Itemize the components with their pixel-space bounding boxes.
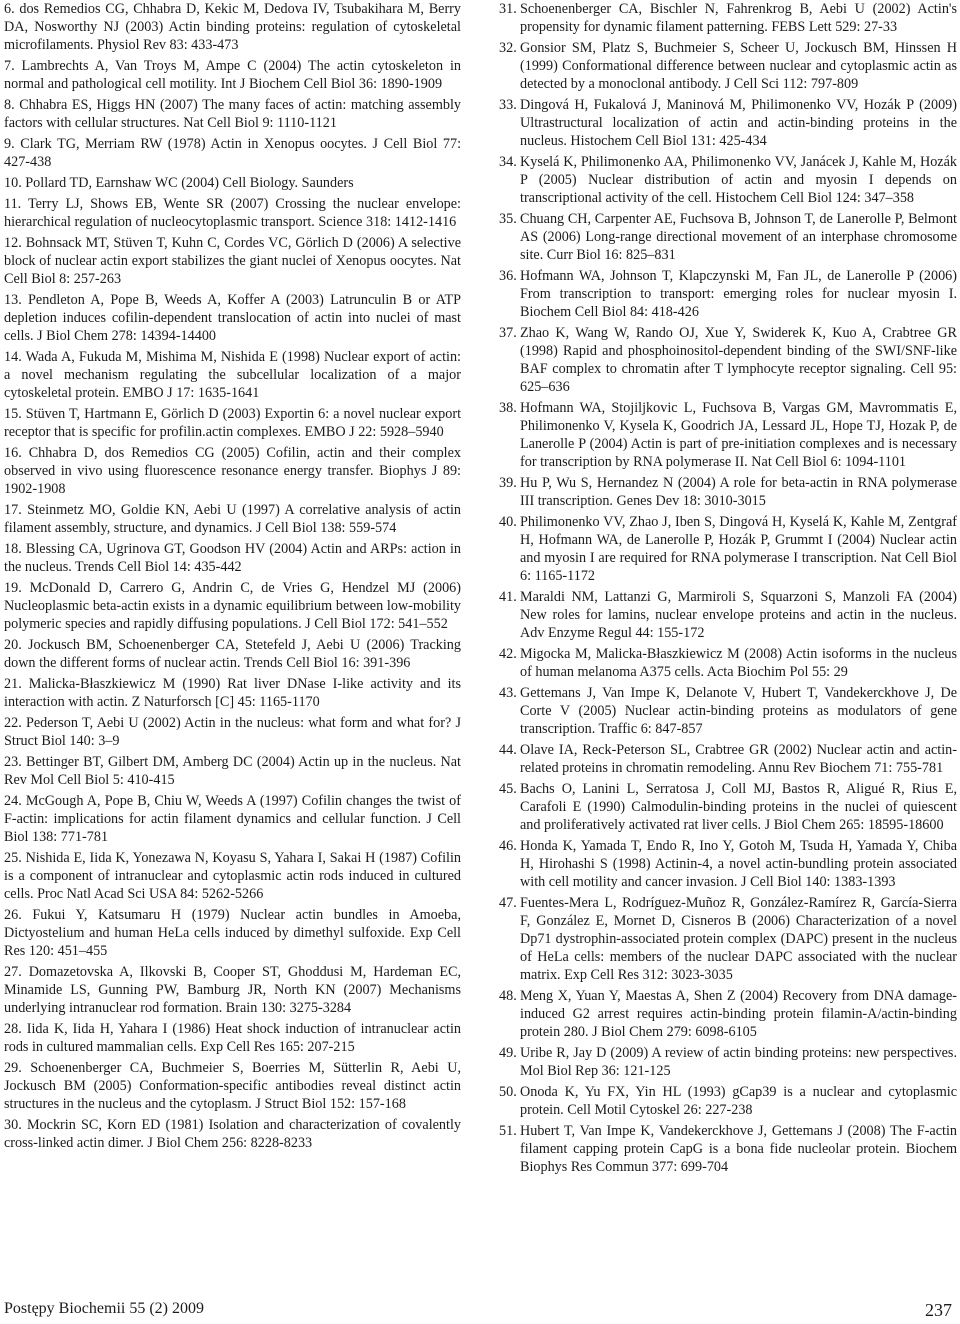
- reference-number: 44.: [499, 742, 517, 758]
- reference-item: [499, 645, 957, 681]
- reference-text: Gonsior SM, Platz S, Buchmeier S, Scheer U, Jockusch BM, Hinssen H (1999) Conformational difference between nuclear and cytoplasmic actin as detected by a monoclonal antibody. J Cell Sci 112: 797-809: [520, 40, 957, 92]
- footer-journal-citation: Postępy Biochemii 55 (2) 2009: [4, 1300, 204, 1317]
- reference-item: [499, 588, 957, 642]
- reference-text: Schoenenberger CA, Bischler N, Fahrenkrog B, Aebi U (2002) Actin's propensity for dynamic filament patterning. FEBS Lett 529: 27-33: [520, 1, 957, 35]
- reference-list-left: [4, 57, 461, 1152]
- reference-number: 50.: [499, 1084, 517, 1100]
- reference-item: [4, 675, 461, 711]
- reference-number: 16.: [4, 445, 22, 461]
- reference-text: Fukui Y, Katsumaru H (1979) Nuclear actin bundles in Amoeba, Dictyostelium and human HeLa cells induced by dimethyl sulfoxide. Exp Cell Res 120: 451–455: [4, 907, 461, 959]
- reference-item: [499, 741, 957, 777]
- reference-item: [499, 894, 957, 984]
- reference-text: Philimonenko VV, Zhao J, Iben S, Dingová H, Kyselá K, Kahle M, Zentgraf H, Hofmann WA, de Lanerolle P, Hozák P, Grummt I (2004) Nuclear actin and myosin I are required for RNA polymerase I transcription. Nat Cell Biol 6: 1165-1172: [520, 514, 957, 584]
- reference-number: 36.: [499, 268, 517, 284]
- reference-item: [499, 1083, 957, 1119]
- reference-text: Malicka-Błaszkiewicz M (1990) Rat liver DNase I-like activity and its interaction with actin. Z Naturforsch [C] 45: 1165-1170: [4, 676, 461, 710]
- reference-number: 31.: [499, 1, 517, 17]
- reference-item: [4, 291, 461, 345]
- reference-item: [499, 153, 957, 207]
- reference-list-right: [499, 0, 957, 1176]
- reference-text: McGough A, Pope B, Chiu W, Weeds A (1997) Cofilin changes the twist of F-actin: implications for actin filament dynamics and cellular function. J Cell Biol 138: 771-781: [4, 793, 462, 845]
- reference-number: 47.: [499, 895, 517, 911]
- reference-item: [499, 1044, 957, 1080]
- reference-item: [499, 837, 957, 891]
- reference-number: 12.: [4, 235, 22, 251]
- reference-text: Migocka M, Malicka-Błaszkiewicz M (2008) Actin isoforms in the nucleus of human melanoma A375 cells. Acta Biochim Pol 55: 29: [520, 646, 957, 680]
- reference-text: Meng X, Yuan Y, Maestas A, Shen Z (2004) Recovery from DNA damage-induced G2 arrest requires actin-binding protein filamin-A/actin-binding protein 280. J Biol Chem 279: 6098-6105: [520, 988, 957, 1040]
- reference-text: Nishida E, Iida K, Yonezawa N, Koyasu S, Yahara I, Sakai H (1987) Cofilin is a component of intranuclear and cytoplasmic actin rods induced in cultured cells. Proc Natl Acad Sci USA 84: 5262-5266: [4, 850, 462, 902]
- reference-item: [499, 684, 957, 738]
- reference-number: 40.: [499, 514, 517, 530]
- reference-number: 13.: [4, 292, 22, 308]
- reference-number: 46.: [499, 838, 517, 854]
- reference-text: Gettemans J, Van Impe K, Delanote V, Hubert T, Vandekerckhove J, De Corte V (2005) Nuclear actin-binding proteins as modulators of gene transcription. Traffic 6: 847-857: [520, 685, 957, 737]
- reference-item: [499, 513, 957, 585]
- reference-number: 14.: [4, 349, 22, 365]
- reference-number: 10.: [4, 175, 22, 191]
- reference-number: 33.: [499, 97, 517, 113]
- reference-item: [4, 348, 461, 402]
- reference-number: 17.: [4, 502, 22, 518]
- reference-text: Olave IA, Reck-Peterson SL, Crabtree GR (2002) Nuclear actin and actin-related proteins in chromatin remodeling. Annu Rev Biochem 71: 755-781: [520, 742, 957, 776]
- reference-number: 15.: [4, 406, 22, 422]
- reference-item: [499, 324, 957, 396]
- reference-item: [4, 1059, 461, 1113]
- reference-text: Pederson T, Aebi U (2002) Actin in the nucleus: what form and what for? J Struct Biol 140: 3–9: [4, 715, 461, 749]
- reference-number: 45.: [499, 781, 517, 797]
- reference-text: Pendleton A, Pope B, Weeds A, Koffer A (2003) Latrunculin B or ATP depletion induces cofilin-dependent translocation of actin into nuclei of mast cells. J Biol Chem 278: 14394-14400: [4, 292, 462, 344]
- reference-item: [4, 135, 461, 171]
- reference-text: Onoda K, Yu FX, Yin HL (1993) gCap39 is a nuclear and cytoplasmic protein. Cell Motil Cytoskel 26: 227-238: [520, 1084, 957, 1118]
- reference-number: 18.: [4, 541, 22, 557]
- reference-text: Chhabra ES, Higgs HN (2007) The many faces of actin: matching assembly factors with cellular structures. Nat Cell Biol 9: 1110-1121: [4, 97, 462, 131]
- reference-text: Blessing CA, Ugrinova GT, Goodson HV (2004) Actin and ARPs: action in the nucleus. Trends Cell Biol 14: 435-442: [4, 541, 461, 575]
- reference-item: [4, 405, 461, 441]
- reference-6: 6. dos Remedios CG, Chhabra D, Kekic M, Dedova IV, Tsubakihara M, Berry DA, Nosworthy NJ (2003) Actin binding proteins: regulation of cytoskeletal microfilaments. Physiol Rev 83: 433-473: [4, 1, 461, 53]
- reference-number: 35.: [499, 211, 517, 227]
- reference-item: [4, 234, 461, 288]
- reference-item: [4, 444, 461, 498]
- reference-item: [4, 195, 461, 231]
- page-number: 237: [925, 1300, 952, 1320]
- reference-number: 27.: [4, 964, 22, 980]
- reference-number: 34.: [499, 154, 517, 170]
- reference-number: 21.: [4, 676, 22, 692]
- reference-number: 41.: [499, 589, 517, 605]
- reference-item: [499, 780, 957, 834]
- reference-number: 23.: [4, 754, 22, 770]
- reference-item: [499, 987, 957, 1041]
- reference-number: 48.: [499, 988, 517, 1004]
- reference-item: [499, 39, 957, 93]
- reference-number: 9.: [4, 136, 15, 152]
- reference-item: [4, 849, 461, 903]
- reference-text: Mockrin SC, Korn ED (1981) Isolation and characterization of covalently cross-linked actin dimer. J Biol Chem 256: 8228-8233: [4, 1117, 461, 1151]
- reference-number: 42.: [499, 646, 517, 662]
- reference-text: Iida K, Iida H, Yahara I (1986) Heat shock induction of intranuclear actin rods in cultured mammalian cells. Exp Cell Res 165: 207-215: [4, 1021, 461, 1055]
- left-column: [4, 0, 461, 1155]
- reference-item: [4, 174, 461, 192]
- reference-text: Jockusch BM, Schoenenberger CA, Stetefeld J, Aebi U (2006) Tracking down the different forms of nuclear actin. Trends Cell Biol 16: 391-396: [4, 637, 461, 671]
- reference-text: Wada A, Fukuda M, Mishima M, Nishida E (1998) Nuclear export of actin: a novel mechanism regulating the subcellular localization of a major cytoskeletal protein. EMBO J 17: 1635-1641: [4, 349, 461, 401]
- reference-text: Pollard TD, Earnshaw WC (2004) Cell Biology. Saunders: [25, 175, 354, 191]
- reference-number: 19.: [4, 580, 22, 596]
- reference-text: Domazetovska A, Ilkovski B, Cooper ST, Ghoddusi M, Hardeman EC, Minamide LS, Gunning PW, Bamburg JR, North KN (2007) Mechanisms underlying intranuclear rod formation. Brain 130: 3275-3284: [4, 964, 461, 1016]
- reference-text: Bachs O, Lanini L, Serratosa J, Coll MJ, Bastos R, Aligué R, Rius E, Carafoli E (1990) Calmodulin-binding proteins in the nuclei of quiescent and proliferatively activated rat liver cells. J Biol Chem 265: 18595-18600: [520, 781, 957, 833]
- reference-text: Clark TG, Merriam RW (1978) Actin in Xenopus oocytes. J Cell Biol 77: 427-438: [4, 136, 462, 170]
- reference-text: Lambrechts A, Van Troys M, Ampe C (2004) The actin cytoskeleton in normal and pathological cell motility. Int J Biochem Cell Biol 36: 1890-1909: [4, 58, 461, 92]
- reference-item: [4, 963, 461, 1017]
- reference-item: [4, 579, 461, 633]
- reference-item: [4, 1116, 461, 1152]
- reference-item: [4, 1020, 461, 1056]
- reference-number: 49.: [499, 1045, 517, 1061]
- reference-item: [4, 753, 461, 789]
- reference-item: [4, 540, 461, 576]
- reference-number: 30.: [4, 1117, 22, 1133]
- reference-number: 24.: [4, 793, 22, 809]
- reference-text: Maraldi NM, Lattanzi G, Marmiroli S, Squarzoni S, Manzoli FA (2004) New roles for lamins, nuclear envelope proteins and actin in the nucleus. Adv Enzyme Regul 44: 155-172: [520, 589, 957, 641]
- reference-text: Dingová H, Fukalová J, Maninová M, Philimonenko VV, Hozák P (2009) Ultrastructural localization of actin and actin-binding proteins in the nucleus. Histochem Cell Biol 131: 425-434: [520, 97, 957, 149]
- reference-text: Bettinger BT, Gilbert DM, Amberg DC (2004) Actin up in the nucleus. Nat Rev Mol Cell Biol 5: 410-415: [4, 754, 462, 788]
- reference-text: Hubert T, Van Impe K, Vandekerckhove J, Gettemans J (2008) The F-actin filament capping protein CapG is a bona fide nucleolar protein. Biochem Biophys Res Commun 377: 699-704: [520, 1123, 957, 1175]
- reference-text: Fuentes-Mera L, Rodríguez-Muñoz R, González-Ramírez R, García-Sierra F, González E, Mornet D, Cisneros B (2006) Characterization of a novel Dp71 dystrophin-associated protein complex (DAPC) present in the nucleus of HeLa cells: members of the nuclear DAPC associated with the nuclear matrix. Exp Cell Res 312: 3023-3035: [520, 895, 957, 983]
- reference-item: [4, 792, 461, 846]
- reference-text: Uribe R, Jay D (2009) A review of actin binding proteins: new perspectives. Mol Biol Rep 36: 121-125: [520, 1045, 957, 1079]
- reference-text: Honda K, Yamada T, Endo R, Ino Y, Gotoh M, Tsuda H, Yamada Y, Chiba H, Hirohashi S (1998) Actinin-4, a novel actin-bundling protein associated with cell motility and cancer invasion. J Cell Biol 140: 1383-1393: [520, 838, 957, 890]
- reference-text: Schoenenberger CA, Buchmeier S, Boerries M, Sütterlin R, Aebi U, Jockusch BM (2005) Conformation-specific antibodies reveal distinct actin structures in the nucleus and the cytoplasm. J Struct Biol 152: 157-168: [4, 1060, 461, 1112]
- reference-item: [4, 906, 461, 960]
- reference-number: 22.: [4, 715, 22, 731]
- reference-item: [499, 267, 957, 321]
- right-column: [499, 0, 957, 1179]
- reference-text: Steinmetz MO, Goldie KN, Aebi U (1997) A correlative analysis of actin filament assembly, structure, and dynamics. J Cell Biol 138: 559-574: [4, 502, 462, 536]
- reference-number: 43.: [499, 685, 517, 701]
- reference-item: [4, 636, 461, 672]
- reference-item: [4, 57, 461, 93]
- reference-item: [4, 714, 461, 750]
- reference-item: [4, 501, 461, 537]
- reference-item: [499, 210, 957, 264]
- reference-text: McDonald D, Carrero G, Andrin C, de Vries G, Hendzel MJ (2006) Nucleoplasmic beta-actin exists in a dynamic equilibrium between low-mobility polymeric species and rapidly diffusing populations. J Cell Biol 172: 541–552: [4, 580, 461, 632]
- reference-number: 51.: [499, 1123, 517, 1139]
- reference-text: Hofmann WA, Johnson T, Klapczynski M, Fan JL, de Lanerolle P (2006) From transcription to transport: emerging roles for nuclear myosin I. Biochem Cell Biol 84: 418-426: [520, 268, 957, 320]
- reference-text: Chuang CH, Carpenter AE, Fuchsova B, Johnson T, de Lanerolle P, Belmont AS (2006) Long-range directional movement of an interphase chromosome site. Curr Biol 16: 825–831: [520, 211, 957, 263]
- reference-text: Zhao K, Wang W, Rando OJ, Xue Y, Swiderek K, Kuo A, Crabtree GR (1998) Rapid and phosphoinositol-dependent binding of the SWI/SNF-like BAF complex to chromatin after T lymphocyte receptor signaling. Cell 95: 625–636: [520, 325, 957, 395]
- reference-number: 37.: [499, 325, 517, 341]
- reference-item: [4, 96, 461, 132]
- reference-number: 8.: [4, 97, 15, 113]
- reference-text: Kyselá K, Philimonenko AA, Philimonenko VV, Janácek J, Kahle M, Hozák P (2005) Nuclear distribution of actin and myosin I depends on transcriptional activity of the cell. Histochem Cell Biol 124: 347–358: [520, 154, 957, 206]
- reference-number: 39.: [499, 475, 517, 491]
- reference-item: [499, 474, 957, 510]
- reference-text: Bohnsack MT, Stüven T, Kuhn C, Cordes VC, Görlich D (2006) A selective block of nuclear actin export stabilizes the giant nuclei of Xenopus oocytes. Nat Cell Biol 8: 257-263: [4, 235, 461, 287]
- reference-number: 25.: [4, 850, 22, 866]
- reference-number: 29.: [4, 1060, 22, 1076]
- reference-number: 28.: [4, 1021, 22, 1037]
- reference-number: 20.: [4, 637, 22, 653]
- reference-number: 32.: [499, 40, 517, 56]
- reference-text: Terry LJ, Shows EB, Wente SR (2007) Crossing the nuclear envelope: hierarchical regulation of nucleocytoplasmic transport. Science 318: 1412-1416: [4, 196, 461, 230]
- reference-number: 7.: [4, 58, 15, 74]
- reference-item: [499, 0, 957, 36]
- reference-number: 26.: [4, 907, 22, 923]
- reference-number: 38.: [499, 400, 517, 416]
- reference-number: 11.: [4, 196, 22, 212]
- reference-text: Stüven T, Hartmann E, Görlich D (2003) Exportin 6: a novel nuclear export receptor that is specific for profilin.actin complexes. EMBO J 22: 5928–5940: [4, 406, 462, 440]
- reference-text: Hofmann WA, Stojiljkovic L, Fuchsova B, Vargas GM, Mavrommatis E, Philimonenko V, Kysela K, Goodrich JA, Lessard JL, Hope TJ, Hozak P, de Lanerolle P (2004) Actin is part of pre-initiation complexes and is necessary for transcription by RNA polymerase II. Nat Cell Biol 6: 1094-1101: [520, 400, 957, 470]
- reference-item: [499, 1122, 957, 1176]
- reference-text: Hu P, Wu S, Hernandez N (2004) A role for beta-actin in RNA polymerase III transcription. Genes Dev 18: 3010-3015: [520, 475, 957, 509]
- reference-text: Chhabra D, dos Remedios CG (2005) Cofilin, actin and their complex observed in vivo using fluorescence resonance energy transfer. Biophys J 89: 1902-1908: [4, 445, 462, 497]
- reference-item: [499, 96, 957, 150]
- reference-item: [499, 399, 957, 471]
